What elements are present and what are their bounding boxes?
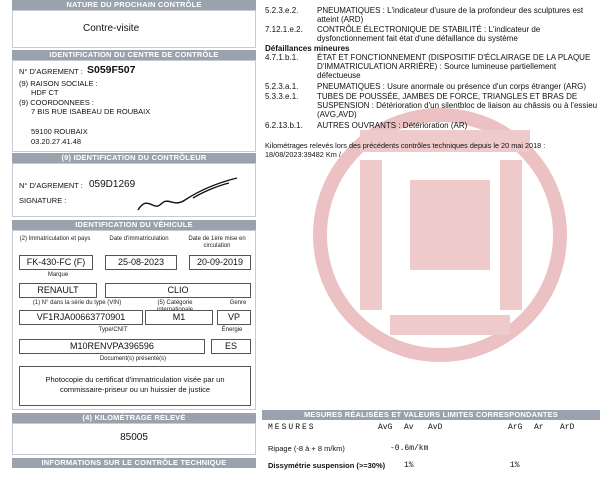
immat-label: (2) Immatriculation et pays	[19, 236, 91, 242]
defect-code: 6.2.13.b.1.	[265, 121, 303, 130]
marque-value: RENAULT	[19, 283, 97, 298]
documents-label: Document(s) présenté(s)	[99, 356, 167, 362]
type-label: Type/CNIT	[98, 327, 128, 333]
phone: 03.20.27.41.48	[31, 137, 82, 146]
signature-scribble	[133, 174, 243, 214]
minor-header: Défaillances mineures	[265, 44, 350, 53]
documents-line1: Photocopie du certificat d'immatriculation visée par un	[45, 375, 225, 384]
controller-header: (9) IDENTIFICATION DU CONTRÔLEUR	[12, 153, 256, 163]
ctrl-agrement-value: 059D1269	[89, 179, 136, 190]
defect-text: CONTRÔLE ÉLECTRONIQUE DE STABILITÉ : L'indicateur de dysfonctionnement fait état d'une défaillance du système	[317, 25, 541, 43]
energie-value: ES	[211, 339, 251, 354]
documents-box	[19, 366, 251, 406]
center-panel	[12, 60, 256, 152]
center-agrement-value: S059F507	[87, 64, 136, 76]
first-circ-label: Date de 1ère mise en circulation	[188, 236, 246, 249]
control-date-label: Date d'immatriculation	[109, 236, 169, 242]
ripage-label: Ripage (-8 à + 8 m/km)	[268, 444, 345, 453]
modele-value: CLIO	[105, 283, 251, 298]
col-ar: Ar	[534, 423, 544, 432]
defect-code: 5.2.3.e.2.	[265, 6, 299, 15]
vehicle-header: IDENTIFICATION DU VÉHICULE	[12, 220, 256, 230]
genre-value: VP	[217, 310, 251, 325]
km-panel	[12, 423, 256, 455]
col-avd: AvD	[428, 423, 443, 432]
defect-code: 5.2.3.a.1.	[265, 82, 299, 91]
defect-text: PNEUMATIQUES : Usure anormale ou présence d'un corps étranger (ARG)	[317, 82, 587, 91]
measures-table	[262, 420, 600, 470]
control-date-value: 25-08-2023	[105, 255, 177, 270]
defect-code: 4.7.1.b.1.	[265, 53, 299, 62]
categorie-label: (5) Catégorie	[157, 300, 193, 306]
raison-value: HDF CT	[31, 88, 59, 97]
signature-label: SIGNATURE :	[19, 196, 67, 205]
ctrl-agrement-label: N° D'AGREMENT :	[19, 181, 83, 190]
type-value: M10RENVPA396596	[19, 339, 205, 354]
controller-panel	[12, 163, 256, 217]
address-line1: 7 BIS RUE ISABEAU DE ROUBAIX	[31, 107, 151, 116]
immat-value: FK-430-FC (F)	[19, 255, 93, 270]
km-note-line2: 18/08/2023:39482 Km /	[265, 150, 341, 159]
vehicle-panel	[12, 230, 256, 410]
center-header: IDENTIFICATION DU CENTRE DE CONTRÔLE	[12, 50, 256, 60]
dissym-ar: 1%	[510, 461, 520, 470]
measures-title: MESURES	[268, 423, 316, 432]
km-value: 85005	[120, 432, 148, 443]
defect-text: ÉTAT ET FONCTIONNEMENT (DISPOSITIF D'ÉCLAIRAGE DE LA PLAQUE D'IMMATRICULATION ARRIÈRE) : Source lumineuse partiellement défectueuse	[317, 53, 591, 80]
marque-label: Marque	[47, 272, 69, 278]
km-note-line1: Kilométrages relevés lors des précédents contrôles techniques depuis le 20 mai 2018 :	[265, 141, 546, 150]
defect-text: TUBES DE POUSSÉE, JAMBES DE FORCE, TRIANGLES ET BRAS DE SUSPENSION : Détérioration d'un silentbloc de liaison au châssis ou à l'essieu (AVG,AVD)	[317, 92, 598, 119]
dissym-label: Dissymétrie suspension (>=30%)	[268, 461, 386, 470]
col-avg: AvG	[378, 423, 393, 432]
bottom-header: INFORMATIONS SUR LE CONTRÔLE TECHNIQUE DÉFAVORABLE	[12, 458, 256, 468]
energie-label: Énergie	[221, 327, 243, 333]
vin-label: (1) N° dans la série du type (VIN)	[32, 300, 122, 306]
col-av: Av	[404, 423, 414, 432]
documents-line2: commissaire-priseur ou un huissier de justice	[59, 385, 211, 394]
vin-value: VF1RJA00663770901	[19, 310, 143, 325]
next-visit-panel	[12, 10, 256, 48]
first-circ-value: 20-09-2019	[189, 255, 251, 270]
col-arg: ArG	[508, 423, 523, 432]
dissym-av: 1%	[404, 461, 414, 470]
raison-label: (9) RAISON SOCIALE :	[19, 79, 98, 88]
categorie-value: M1	[145, 310, 213, 325]
measures-header: MESURES RÉALISÉES ET VALEURS LIMITES CORRESPONDANTES	[262, 410, 600, 420]
defect-text: AUTRES OUVRANTS : Détérioration (AR)	[317, 121, 468, 130]
defect-text: PNEUMATIQUES : L'indicateur d'usure de la profondeur des sculptures est atteint (ARD)	[317, 6, 584, 24]
next-visit-header: NATURE DU PROCHAIN CONTRÔLE	[12, 0, 256, 10]
km-header: (4) KILOMÉTRAGE RELEVÉ	[12, 413, 256, 423]
genre-label: Genre	[229, 300, 247, 306]
center-agrement-label: N° D'AGREMENT :	[19, 67, 83, 76]
next-visit-value: Contre-visite	[83, 23, 140, 34]
defect-code: 5.3.3.e.1.	[265, 92, 299, 101]
col-ard: ArD	[560, 423, 575, 432]
defect-code: 7.12.1.e.2.	[265, 25, 303, 34]
ripage-value: -0.6m/km	[390, 444, 429, 453]
address-line2: 59100 ROUBAIX	[31, 127, 88, 136]
coord-label: (9) COORDONNEES :	[19, 98, 95, 107]
